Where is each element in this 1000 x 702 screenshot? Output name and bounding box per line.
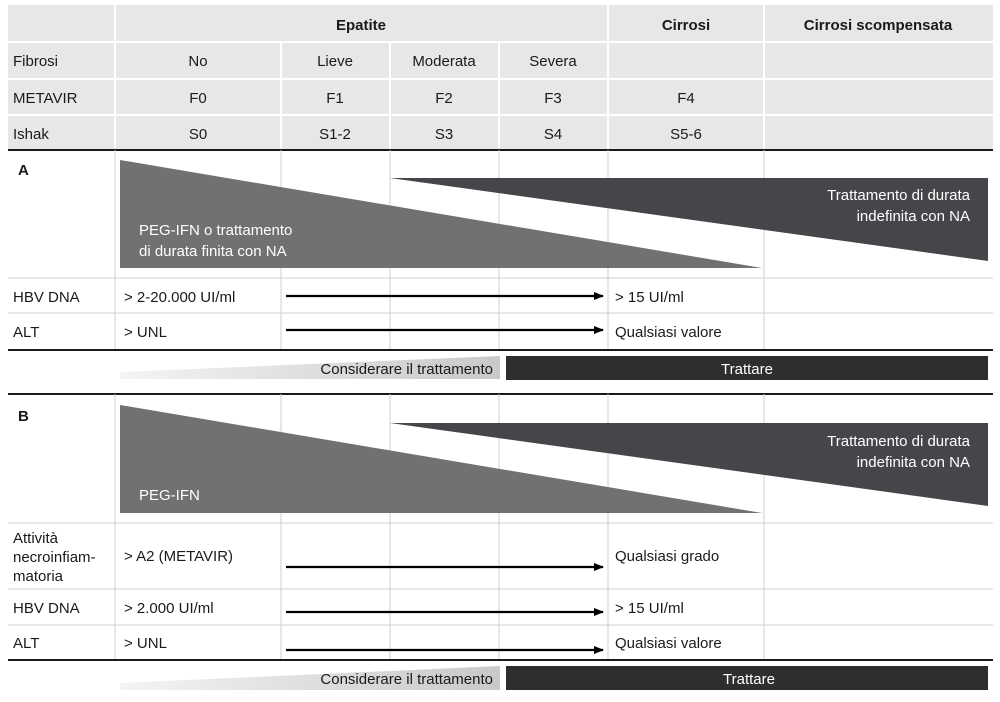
activity-threshold: > A2 (METAVIR): [124, 548, 234, 565]
consider-label: Considerare il trattamento: [320, 361, 493, 378]
header-cirrosi-scompensata: Cirrosi scompensata: [803, 17, 953, 34]
right-wedge-label: indefinita con NA: [856, 208, 970, 225]
left-wedge-label: PEG-IFN: [139, 487, 200, 504]
alt-threshold: > UNL: [124, 324, 167, 341]
fibrosi-value: Moderata: [412, 53, 476, 70]
treat-label: Trattare: [723, 671, 775, 688]
alt-label: ALT: [13, 635, 40, 652]
ishak-value: S3: [434, 126, 454, 143]
row-label-fibrosi: Fibrosi: [13, 53, 59, 70]
alt-cirrosi: Qualsiasi valore: [615, 635, 722, 652]
header-epatite: Epatite: [335, 17, 387, 34]
left-wedge-label: PEG-IFN o trattamento: [139, 222, 293, 239]
alt-label: ALT: [13, 324, 40, 341]
metavir-value: F0: [189, 90, 207, 107]
ishak-value: S4: [543, 126, 563, 143]
fibrosi-value: Severa: [529, 53, 577, 70]
panel-a-label: A: [18, 162, 29, 179]
header-cirrosi: Cirrosi: [661, 17, 711, 34]
hbv-threshold: > 2.000 UI/ml: [124, 600, 214, 617]
consider-label: Considerare il trattamento: [320, 671, 493, 688]
hbv-label: HBV DNA: [13, 289, 80, 306]
hbv-label: HBV DNA: [13, 600, 80, 617]
activity-cirrosi: Qualsiasi grado: [615, 548, 720, 565]
fibrosi-value: Lieve: [317, 53, 353, 70]
ishak-value: S0: [188, 126, 208, 143]
ishak-value: S5-6: [670, 126, 702, 143]
metavir-value: F3: [544, 90, 562, 107]
left-wedge-label: di durata finita con NA: [139, 243, 287, 260]
panel-b: [8, 394, 993, 690]
alt-cirrosi: Qualsiasi valore: [615, 324, 722, 341]
right-wedge-label: indefinita con NA: [856, 454, 970, 471]
panel-a: [8, 150, 993, 380]
panel-b-label: B: [18, 408, 29, 425]
header-table: [8, 5, 993, 150]
hbv-cirrosi: > 15 UI/ml: [615, 289, 684, 306]
right-wedge-label: Trattamento di durata: [827, 187, 970, 204]
metavir-value: F4: [677, 90, 695, 107]
treat-label: Trattare: [721, 361, 773, 378]
hbv-cirrosi: > 15 UI/ml: [615, 600, 684, 617]
metavir-value: F1: [326, 90, 344, 107]
activity-label: necroinfiam-: [13, 549, 96, 566]
alt-threshold: > UNL: [124, 635, 167, 652]
activity-label: matoria: [13, 568, 64, 585]
row-label-metavir: METAVIR: [13, 90, 78, 107]
row-label-ishak: Ishak: [13, 126, 49, 143]
fibrosi-value: No: [188, 53, 208, 70]
hbv-threshold: > 2-20.000 UI/ml: [124, 289, 236, 306]
right-wedge-label: Trattamento di durata: [827, 433, 970, 450]
ishak-value: S1-2: [319, 126, 351, 143]
activity-label: Attività: [13, 530, 59, 547]
metavir-value: F2: [435, 90, 453, 107]
